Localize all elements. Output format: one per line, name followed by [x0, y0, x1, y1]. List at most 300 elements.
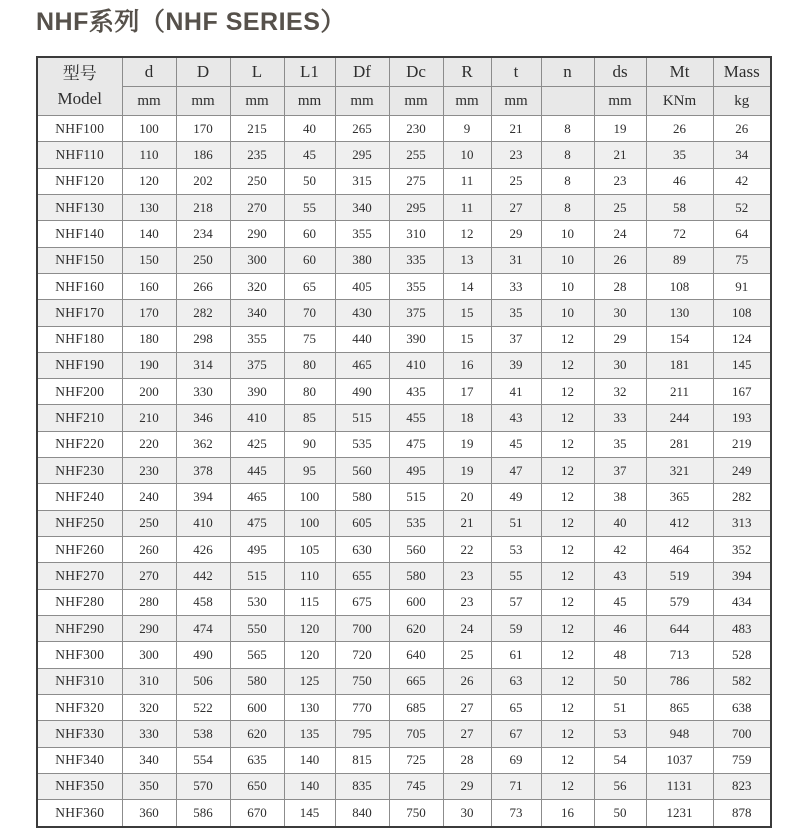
value-cell-D: 266 — [176, 273, 230, 299]
value-cell-ds: 28 — [594, 273, 646, 299]
table-row — [37, 300, 771, 326]
model-cell: NHF140 — [37, 221, 122, 247]
nhf-series-spec-table — [36, 56, 772, 828]
table-header — [37, 57, 771, 116]
header-unit-ds: mm — [594, 87, 646, 116]
value-cell-Mass: 759 — [713, 747, 771, 773]
value-cell-d: 240 — [122, 484, 176, 510]
header-unit-Df: mm — [335, 87, 389, 116]
value-cell-L1: 50 — [284, 168, 335, 194]
value-cell-t: 35 — [491, 300, 541, 326]
value-cell-D: 298 — [176, 326, 230, 352]
value-cell-d: 110 — [122, 142, 176, 168]
value-cell-L1: 65 — [284, 273, 335, 299]
value-cell-n: 8 — [541, 116, 594, 142]
value-cell-D: 426 — [176, 537, 230, 563]
value-cell-L: 565 — [230, 642, 284, 668]
value-cell-d: 280 — [122, 589, 176, 615]
value-cell-Df: 815 — [335, 747, 389, 773]
value-cell-Mt: 130 — [646, 300, 713, 326]
value-cell-Df: 515 — [335, 405, 389, 431]
value-cell-n: 10 — [541, 221, 594, 247]
value-cell-D: 170 — [176, 116, 230, 142]
value-cell-L1: 60 — [284, 247, 335, 273]
value-cell-Df: 835 — [335, 773, 389, 799]
header-label-ds: ds — [594, 57, 646, 87]
value-cell-t: 53 — [491, 537, 541, 563]
value-cell-D: 314 — [176, 352, 230, 378]
value-cell-Dc: 745 — [389, 773, 443, 799]
value-cell-R: 11 — [443, 168, 491, 194]
model-cell: NHF210 — [37, 405, 122, 431]
value-cell-Dc: 495 — [389, 458, 443, 484]
value-cell-ds: 42 — [594, 537, 646, 563]
value-cell-Mt: 321 — [646, 458, 713, 484]
value-cell-Df: 315 — [335, 168, 389, 194]
value-cell-ds: 26 — [594, 247, 646, 273]
value-cell-Mass: 34 — [713, 142, 771, 168]
value-cell-ds: 50 — [594, 800, 646, 827]
value-cell-L1: 95 — [284, 458, 335, 484]
value-cell-L1: 70 — [284, 300, 335, 326]
model-cell: NHF320 — [37, 694, 122, 720]
value-cell-D: 186 — [176, 142, 230, 168]
model-cell: NHF300 — [37, 642, 122, 668]
value-cell-Mt: 464 — [646, 537, 713, 563]
table-body — [37, 116, 771, 828]
value-cell-L: 235 — [230, 142, 284, 168]
table-row — [37, 273, 771, 299]
value-cell-ds: 29 — [594, 326, 646, 352]
value-cell-Mass: 75 — [713, 247, 771, 273]
table-row — [37, 721, 771, 747]
value-cell-D: 490 — [176, 642, 230, 668]
page-title: NHF系列（NHF SERIES） — [36, 8, 346, 36]
value-cell-n: 12 — [541, 326, 594, 352]
table-row — [37, 405, 771, 431]
value-cell-d: 300 — [122, 642, 176, 668]
model-cell: NHF280 — [37, 589, 122, 615]
value-cell-ds: 45 — [594, 589, 646, 615]
value-cell-L: 215 — [230, 116, 284, 142]
value-cell-Mt: 108 — [646, 273, 713, 299]
value-cell-R: 19 — [443, 458, 491, 484]
value-cell-Mass: 528 — [713, 642, 771, 668]
value-cell-Df: 750 — [335, 668, 389, 694]
table-row — [37, 615, 771, 641]
value-cell-n: 8 — [541, 142, 594, 168]
value-cell-n: 12 — [541, 379, 594, 405]
value-cell-R: 25 — [443, 642, 491, 668]
value-cell-Mass: 26 — [713, 116, 771, 142]
value-cell-R: 27 — [443, 694, 491, 720]
value-cell-Dc: 230 — [389, 116, 443, 142]
value-cell-Df: 265 — [335, 116, 389, 142]
value-cell-Mt: 365 — [646, 484, 713, 510]
value-cell-Mass: 167 — [713, 379, 771, 405]
value-cell-D: 346 — [176, 405, 230, 431]
table-row — [37, 537, 771, 563]
value-cell-D: 202 — [176, 168, 230, 194]
table-row — [37, 352, 771, 378]
value-cell-Df: 535 — [335, 431, 389, 457]
value-cell-R: 14 — [443, 273, 491, 299]
value-cell-t: 65 — [491, 694, 541, 720]
value-cell-Mt: 46 — [646, 168, 713, 194]
value-cell-L: 425 — [230, 431, 284, 457]
value-cell-t: 45 — [491, 431, 541, 457]
value-cell-Mass: 108 — [713, 300, 771, 326]
value-cell-Mt: 713 — [646, 642, 713, 668]
value-cell-L1: 100 — [284, 484, 335, 510]
table-row — [37, 484, 771, 510]
header-label-D: D — [176, 57, 230, 87]
value-cell-Df: 675 — [335, 589, 389, 615]
header-label-Dc: Dc — [389, 57, 443, 87]
value-cell-t: 55 — [491, 563, 541, 589]
value-cell-Dc: 295 — [389, 194, 443, 220]
value-cell-Dc: 375 — [389, 300, 443, 326]
value-cell-L: 340 — [230, 300, 284, 326]
value-cell-L: 375 — [230, 352, 284, 378]
value-cell-Df: 380 — [335, 247, 389, 273]
value-cell-d: 190 — [122, 352, 176, 378]
table-row — [37, 194, 771, 220]
header-label-n: n — [541, 57, 594, 87]
value-cell-D: 538 — [176, 721, 230, 747]
value-cell-ds: 38 — [594, 484, 646, 510]
table-row — [37, 142, 771, 168]
value-cell-L1: 110 — [284, 563, 335, 589]
value-cell-R: 13 — [443, 247, 491, 273]
model-cell: NHF220 — [37, 431, 122, 457]
value-cell-Mass: 145 — [713, 352, 771, 378]
value-cell-R: 9 — [443, 116, 491, 142]
header-label-t: t — [491, 57, 541, 87]
value-cell-Mt: 181 — [646, 352, 713, 378]
value-cell-t: 31 — [491, 247, 541, 273]
value-cell-ds: 40 — [594, 510, 646, 536]
value-cell-t: 37 — [491, 326, 541, 352]
value-cell-L1: 140 — [284, 747, 335, 773]
value-cell-t: 29 — [491, 221, 541, 247]
value-cell-n: 12 — [541, 484, 594, 510]
value-cell-ds: 33 — [594, 405, 646, 431]
value-cell-n: 12 — [541, 721, 594, 747]
model-cell: NHF310 — [37, 668, 122, 694]
value-cell-Mt: 644 — [646, 615, 713, 641]
header-row-labels — [37, 57, 771, 87]
value-cell-t: 71 — [491, 773, 541, 799]
value-cell-Dc: 665 — [389, 668, 443, 694]
model-cell: NHF190 — [37, 352, 122, 378]
model-cell: NHF230 — [37, 458, 122, 484]
value-cell-Dc: 475 — [389, 431, 443, 457]
value-cell-n: 12 — [541, 747, 594, 773]
value-cell-t: 73 — [491, 800, 541, 827]
value-cell-D: 394 — [176, 484, 230, 510]
value-cell-ds: 54 — [594, 747, 646, 773]
value-cell-Mt: 519 — [646, 563, 713, 589]
model-cell: NHF120 — [37, 168, 122, 194]
value-cell-Dc: 725 — [389, 747, 443, 773]
value-cell-R: 15 — [443, 326, 491, 352]
value-cell-R: 10 — [443, 142, 491, 168]
value-cell-L1: 145 — [284, 800, 335, 827]
value-cell-Df: 340 — [335, 194, 389, 220]
value-cell-L: 650 — [230, 773, 284, 799]
value-cell-L: 445 — [230, 458, 284, 484]
value-cell-Mass: 434 — [713, 589, 771, 615]
value-cell-Mt: 89 — [646, 247, 713, 273]
value-cell-D: 250 — [176, 247, 230, 273]
value-cell-D: 474 — [176, 615, 230, 641]
value-cell-Dc: 560 — [389, 537, 443, 563]
value-cell-d: 100 — [122, 116, 176, 142]
value-cell-Mt: 1231 — [646, 800, 713, 827]
value-cell-L1: 120 — [284, 642, 335, 668]
header-unit-n — [541, 87, 594, 116]
value-cell-L: 270 — [230, 194, 284, 220]
table-row — [37, 458, 771, 484]
value-cell-Mass: 823 — [713, 773, 771, 799]
value-cell-Mt: 786 — [646, 668, 713, 694]
table-row — [37, 694, 771, 720]
table-row — [37, 563, 771, 589]
value-cell-Mass: 124 — [713, 326, 771, 352]
header-model-en: Model — [57, 88, 102, 108]
value-cell-ds: 25 — [594, 194, 646, 220]
value-cell-Dc: 390 — [389, 326, 443, 352]
value-cell-n: 8 — [541, 168, 594, 194]
value-cell-L1: 100 — [284, 510, 335, 536]
value-cell-L: 580 — [230, 668, 284, 694]
value-cell-Mass: 282 — [713, 484, 771, 510]
value-cell-Dc: 410 — [389, 352, 443, 378]
value-cell-L1: 80 — [284, 379, 335, 405]
value-cell-n: 12 — [541, 615, 594, 641]
value-cell-Df: 840 — [335, 800, 389, 827]
value-cell-ds: 43 — [594, 563, 646, 589]
value-cell-Mass: 394 — [713, 563, 771, 589]
header-label-L1: L1 — [284, 57, 335, 87]
value-cell-n: 12 — [541, 589, 594, 615]
table-row — [37, 773, 771, 799]
value-cell-n: 12 — [541, 405, 594, 431]
value-cell-d: 120 — [122, 168, 176, 194]
value-cell-R: 23 — [443, 589, 491, 615]
value-cell-t: 51 — [491, 510, 541, 536]
model-cell: NHF180 — [37, 326, 122, 352]
value-cell-R: 18 — [443, 405, 491, 431]
value-cell-L: 355 — [230, 326, 284, 352]
value-cell-L1: 75 — [284, 326, 335, 352]
header-label-Mass: Mass — [713, 57, 771, 87]
value-cell-ds: 23 — [594, 168, 646, 194]
value-cell-n: 12 — [541, 563, 594, 589]
value-cell-Mt: 865 — [646, 694, 713, 720]
value-cell-Mt: 244 — [646, 405, 713, 431]
value-cell-ds: 30 — [594, 352, 646, 378]
value-cell-t: 59 — [491, 615, 541, 641]
value-cell-L: 530 — [230, 589, 284, 615]
value-cell-L: 515 — [230, 563, 284, 589]
header-label-Df: Df — [335, 57, 389, 87]
model-cell: NHF290 — [37, 615, 122, 641]
value-cell-L1: 60 — [284, 221, 335, 247]
model-cell: NHF150 — [37, 247, 122, 273]
value-cell-R: 23 — [443, 563, 491, 589]
value-cell-R: 28 — [443, 747, 491, 773]
value-cell-n: 10 — [541, 300, 594, 326]
value-cell-Dc: 580 — [389, 563, 443, 589]
value-cell-L: 670 — [230, 800, 284, 827]
value-cell-Df: 440 — [335, 326, 389, 352]
value-cell-R: 11 — [443, 194, 491, 220]
value-cell-Mt: 26 — [646, 116, 713, 142]
value-cell-Dc: 455 — [389, 405, 443, 431]
value-cell-D: 218 — [176, 194, 230, 220]
value-cell-n: 10 — [541, 247, 594, 273]
value-cell-n: 8 — [541, 194, 594, 220]
value-cell-t: 47 — [491, 458, 541, 484]
value-cell-L: 635 — [230, 747, 284, 773]
value-cell-Dc: 255 — [389, 142, 443, 168]
value-cell-R: 19 — [443, 431, 491, 457]
value-cell-t: 39 — [491, 352, 541, 378]
value-cell-t: 67 — [491, 721, 541, 747]
value-cell-R: 21 — [443, 510, 491, 536]
header-label-L: L — [230, 57, 284, 87]
table-row — [37, 221, 771, 247]
value-cell-Mt: 412 — [646, 510, 713, 536]
model-cell: NHF330 — [37, 721, 122, 747]
value-cell-t: 21 — [491, 116, 541, 142]
value-cell-L1: 115 — [284, 589, 335, 615]
value-cell-L1: 120 — [284, 615, 335, 641]
value-cell-ds: 51 — [594, 694, 646, 720]
value-cell-Dc: 535 — [389, 510, 443, 536]
value-cell-R: 16 — [443, 352, 491, 378]
value-cell-Dc: 750 — [389, 800, 443, 827]
value-cell-ds: 35 — [594, 431, 646, 457]
model-cell: NHF270 — [37, 563, 122, 589]
value-cell-L: 620 — [230, 721, 284, 747]
value-cell-t: 41 — [491, 379, 541, 405]
value-cell-R: 12 — [443, 221, 491, 247]
value-cell-L1: 130 — [284, 694, 335, 720]
value-cell-d: 290 — [122, 615, 176, 641]
value-cell-ds: 30 — [594, 300, 646, 326]
value-cell-D: 506 — [176, 668, 230, 694]
value-cell-D: 554 — [176, 747, 230, 773]
value-cell-D: 234 — [176, 221, 230, 247]
value-cell-d: 320 — [122, 694, 176, 720]
header-unit-L: mm — [230, 87, 284, 116]
value-cell-L: 300 — [230, 247, 284, 273]
model-cell: NHF360 — [37, 800, 122, 827]
value-cell-ds: 53 — [594, 721, 646, 747]
value-cell-d: 160 — [122, 273, 176, 299]
header-unit-Mass: kg — [713, 87, 771, 116]
value-cell-L: 320 — [230, 273, 284, 299]
value-cell-Mt: 211 — [646, 379, 713, 405]
value-cell-L: 600 — [230, 694, 284, 720]
value-cell-Df: 630 — [335, 537, 389, 563]
value-cell-n: 12 — [541, 352, 594, 378]
value-cell-Mass: 638 — [713, 694, 771, 720]
value-cell-Df: 430 — [335, 300, 389, 326]
value-cell-Dc: 515 — [389, 484, 443, 510]
value-cell-L1: 90 — [284, 431, 335, 457]
value-cell-R: 24 — [443, 615, 491, 641]
model-cell: NHF130 — [37, 194, 122, 220]
value-cell-Df: 770 — [335, 694, 389, 720]
value-cell-t: 69 — [491, 747, 541, 773]
value-cell-t: 33 — [491, 273, 541, 299]
model-cell: NHF240 — [37, 484, 122, 510]
value-cell-Mt: 579 — [646, 589, 713, 615]
value-cell-t: 49 — [491, 484, 541, 510]
value-cell-Dc: 355 — [389, 273, 443, 299]
value-cell-d: 200 — [122, 379, 176, 405]
value-cell-L: 390 — [230, 379, 284, 405]
value-cell-Dc: 275 — [389, 168, 443, 194]
value-cell-D: 330 — [176, 379, 230, 405]
value-cell-L: 550 — [230, 615, 284, 641]
header-unit-L1: mm — [284, 87, 335, 116]
value-cell-d: 250 — [122, 510, 176, 536]
value-cell-Dc: 620 — [389, 615, 443, 641]
value-cell-Dc: 310 — [389, 221, 443, 247]
value-cell-Df: 655 — [335, 563, 389, 589]
value-cell-n: 12 — [541, 773, 594, 799]
value-cell-Dc: 705 — [389, 721, 443, 747]
value-cell-Df: 560 — [335, 458, 389, 484]
value-cell-Mass: 313 — [713, 510, 771, 536]
value-cell-R: 29 — [443, 773, 491, 799]
value-cell-ds: 19 — [594, 116, 646, 142]
value-cell-d: 140 — [122, 221, 176, 247]
value-cell-n: 12 — [541, 642, 594, 668]
value-cell-n: 16 — [541, 800, 594, 827]
header-unit-Dc: mm — [389, 87, 443, 116]
value-cell-L: 410 — [230, 405, 284, 431]
value-cell-L: 465 — [230, 484, 284, 510]
header-unit-Mt: KNm — [646, 87, 713, 116]
table-row — [37, 747, 771, 773]
value-cell-Mt: 35 — [646, 142, 713, 168]
value-cell-Df: 490 — [335, 379, 389, 405]
value-cell-R: 17 — [443, 379, 491, 405]
value-cell-D: 410 — [176, 510, 230, 536]
value-cell-d: 210 — [122, 405, 176, 431]
header-label-d: d — [122, 57, 176, 87]
table-row — [37, 326, 771, 352]
value-cell-ds: 32 — [594, 379, 646, 405]
value-cell-Dc: 600 — [389, 589, 443, 615]
model-cell: NHF200 — [37, 379, 122, 405]
value-cell-D: 586 — [176, 800, 230, 827]
table-row — [37, 668, 771, 694]
value-cell-R: 30 — [443, 800, 491, 827]
value-cell-Mt: 58 — [646, 194, 713, 220]
value-cell-R: 20 — [443, 484, 491, 510]
value-cell-Mass: 193 — [713, 405, 771, 431]
header-row-units — [37, 87, 771, 116]
table-row — [37, 510, 771, 536]
value-cell-D: 362 — [176, 431, 230, 457]
